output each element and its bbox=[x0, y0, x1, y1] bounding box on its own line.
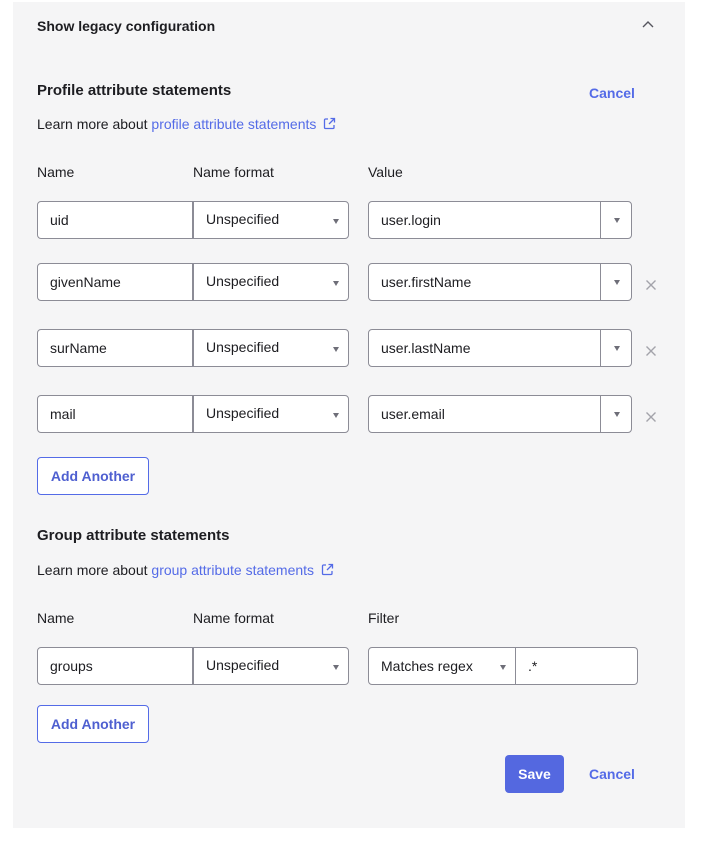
remove-row-icon[interactable] bbox=[644, 410, 658, 424]
caret-down-icon bbox=[333, 219, 339, 224]
remove-row-icon[interactable] bbox=[644, 344, 658, 358]
add-another-group-button[interactable]: Add Another bbox=[37, 705, 149, 743]
group-section-title: Group attribute statements bbox=[37, 527, 230, 544]
external-link-icon bbox=[323, 117, 336, 130]
add-another-profile-button[interactable]: Add Another bbox=[37, 457, 149, 495]
name-format-select[interactable]: Unspecified bbox=[193, 201, 349, 239]
group-learn-more bbox=[37, 562, 334, 578]
profile-attribute-statements-link[interactable]: profile attribute statements bbox=[151, 116, 336, 132]
attribute-name-input[interactable]: uid bbox=[37, 201, 193, 239]
attribute-value-combobox[interactable]: user.email bbox=[368, 395, 632, 433]
caret-down-icon bbox=[333, 413, 339, 418]
column-label-name: Name bbox=[37, 610, 75, 626]
profile-learn-more bbox=[37, 116, 336, 132]
attribute-value-combobox[interactable]: user.lastName bbox=[368, 329, 632, 367]
attribute-value-combobox[interactable]: user.firstName bbox=[368, 263, 632, 301]
name-format-select[interactable]: Unspecified bbox=[193, 395, 349, 433]
caret-down-icon bbox=[500, 665, 506, 670]
caret-down-icon bbox=[333, 665, 339, 670]
profile-cancel-button[interactable]: Cancel bbox=[589, 85, 635, 101]
column-label-name-format: Name format bbox=[193, 164, 274, 180]
caret-down-icon[interactable] bbox=[614, 280, 620, 285]
column-label-name: Name bbox=[37, 164, 75, 180]
caret-down-icon[interactable] bbox=[614, 346, 620, 351]
column-label-value: Value bbox=[368, 164, 403, 180]
attribute-value-combobox[interactable]: user.login bbox=[368, 201, 632, 239]
column-label-name-format: Name format bbox=[193, 610, 274, 626]
footer-cancel-button[interactable]: Cancel bbox=[589, 766, 635, 782]
caret-down-icon[interactable] bbox=[614, 412, 620, 417]
learn-more-text: Learn more about bbox=[37, 116, 152, 132]
name-format-select[interactable]: Unspecified bbox=[193, 329, 349, 367]
attribute-name-input[interactable]: givenName bbox=[37, 263, 193, 301]
attribute-name-input[interactable]: surName bbox=[37, 329, 193, 367]
learn-more-text: Learn more about bbox=[37, 562, 152, 578]
profile-section-title: Profile attribute statements bbox=[37, 82, 232, 99]
save-button[interactable]: Save bbox=[505, 755, 564, 793]
legacy-config-toggle-label[interactable]: Show legacy configuration bbox=[37, 18, 216, 34]
remove-row-icon[interactable] bbox=[644, 278, 658, 292]
caret-down-icon[interactable] bbox=[614, 218, 620, 223]
external-link-icon bbox=[321, 563, 334, 576]
group-name-format-select[interactable]: Unspecified bbox=[193, 647, 349, 685]
column-label-filter: Filter bbox=[368, 610, 400, 626]
group-attribute-statements-link[interactable]: group attribute statements bbox=[151, 562, 334, 578]
chevron-up-icon[interactable] bbox=[639, 16, 657, 34]
caret-down-icon bbox=[333, 281, 339, 286]
group-name-input[interactable]: groups bbox=[37, 647, 193, 685]
caret-down-icon bbox=[333, 347, 339, 352]
legacy-config-panel bbox=[13, 2, 685, 828]
name-format-select[interactable]: Unspecified bbox=[193, 263, 349, 301]
group-filter-value-input[interactable]: .* bbox=[516, 647, 638, 685]
attribute-name-input[interactable]: mail bbox=[37, 395, 193, 433]
group-filter-type-select[interactable]: Matches regex bbox=[368, 647, 516, 685]
